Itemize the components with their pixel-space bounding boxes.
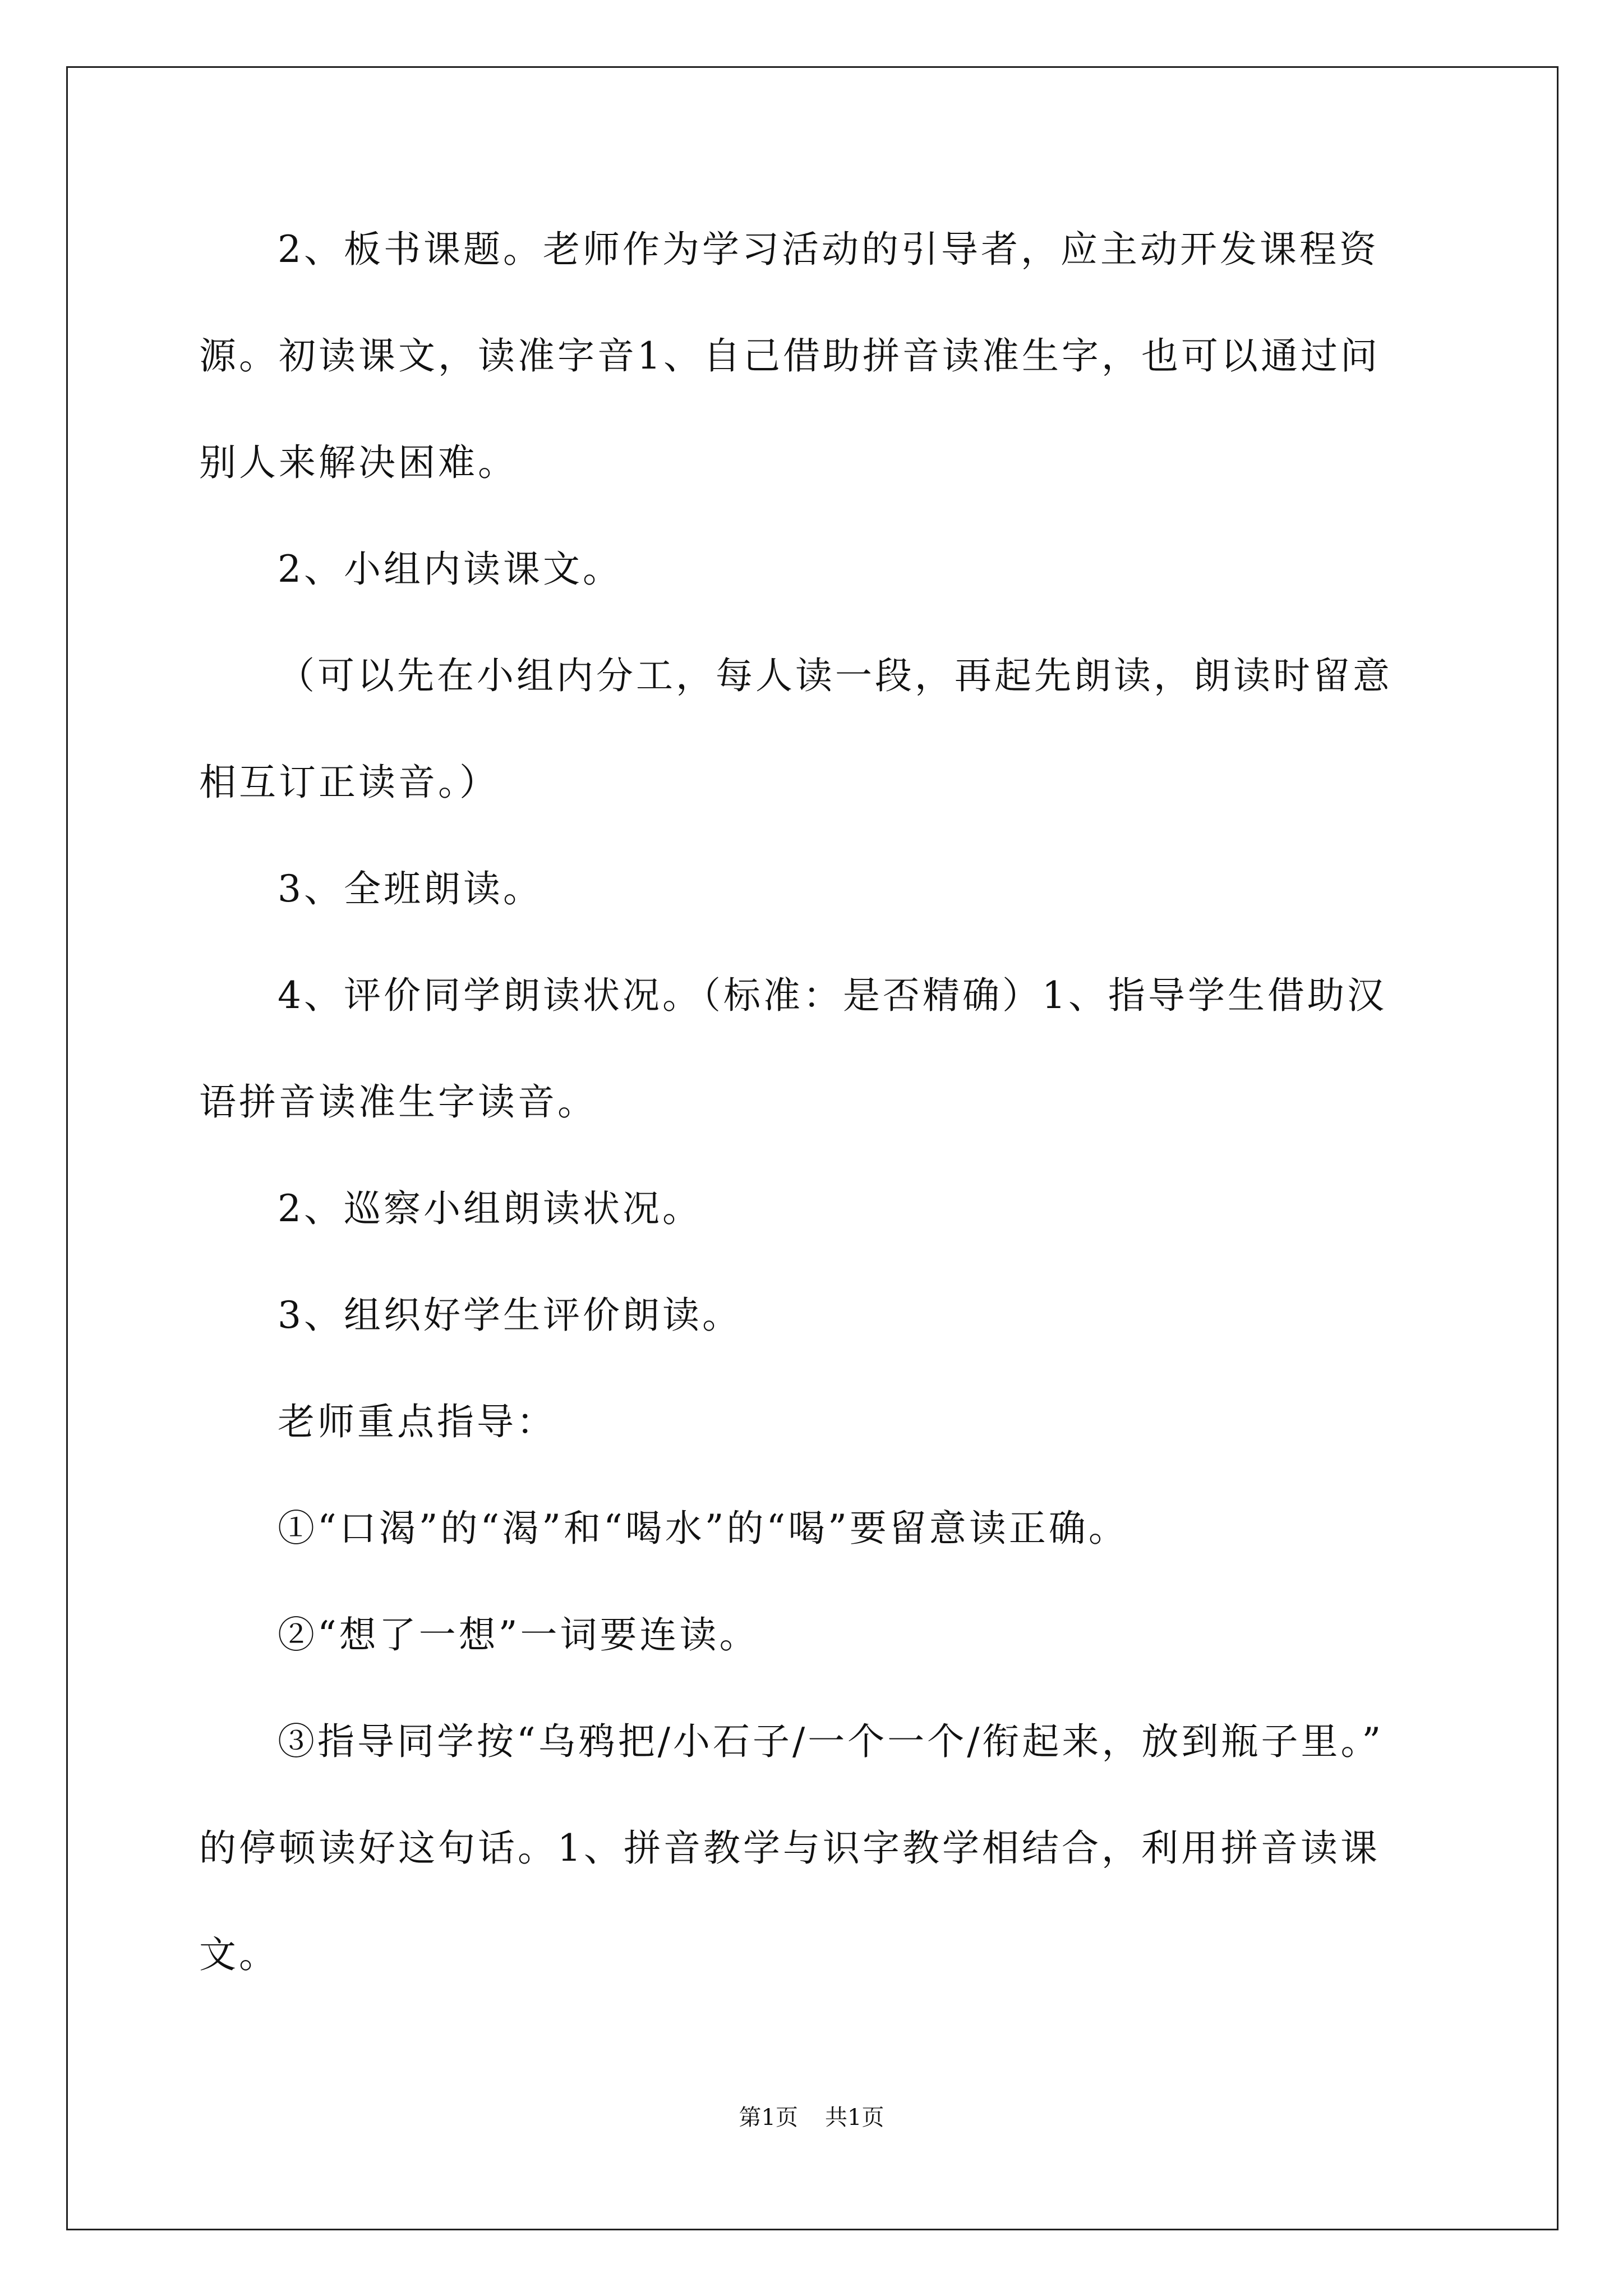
text-line: 老师重点指导： [278, 1400, 556, 1443]
page-number: 第1页 [739, 2105, 798, 2131]
text-line: ①“口渴”的“渴”和“喝水”的“喝”要留意读正确。 [278, 1507, 1128, 1550]
text-line: 相互订正读音。） [199, 761, 499, 804]
text-line: 的停顿读好这句话。1、拼音教学与识字教学相结合，利用拼音读课 [199, 1826, 1380, 1870]
text-line: ②“想了一想”一词要连读。 [278, 1613, 759, 1657]
text-line: 2、板书课题。老师作为学习活动的引导者，应主动开发课程资 [278, 228, 1379, 271]
document-body [199, 222, 1436, 2033]
text-line: 文。 [199, 1933, 279, 1976]
text-line: ③指导同学按“乌鸦把/小石子/一个一个/衔起来，放到瓶子里。” [278, 1720, 1384, 1763]
text-line: 语拼音读准生字读音。 [199, 1080, 597, 1124]
text-line: 2、巡察小组朗读状况。 [278, 1187, 702, 1230]
text-line: 别人来解决困难。 [199, 441, 518, 484]
text-line: 3、全班朗读。 [278, 867, 543, 910]
page-total: 共1页 [825, 2105, 884, 2131]
text-line: 4、评价同学朗读状况。（标准：是否精确）1、指导学生借助汉 [278, 974, 1387, 1017]
text-line: 源。初读课文，读准字音1、自己借助拼音读准生字，也可以通过问 [199, 334, 1380, 378]
text-line: （可以先在小组内分工，每人读一段，再起先朗读，朗读时留意 [278, 654, 1393, 697]
text-line: 3、组织好学生评价朗读。 [278, 1294, 742, 1337]
page-footer [0, 2104, 1623, 2132]
text-line: 2、小组内读课文。 [278, 547, 623, 591]
